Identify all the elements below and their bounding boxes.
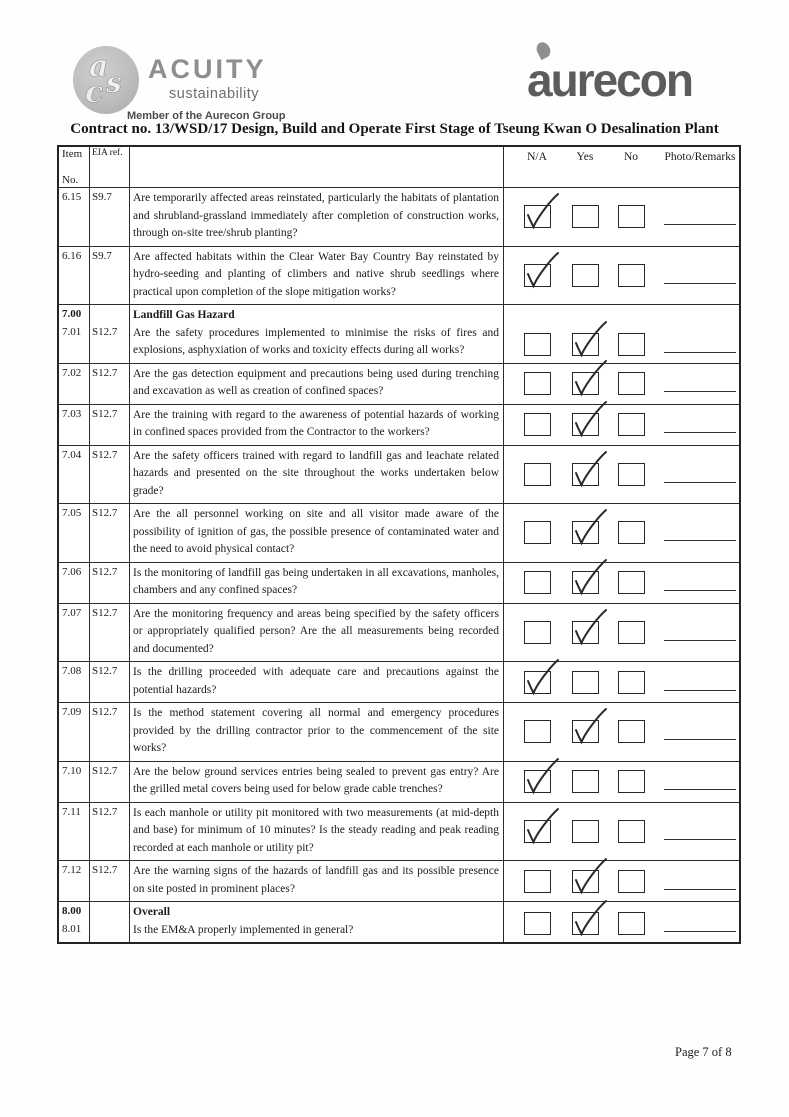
question-text: Are the safety officers trained with regard to landfill gas and leachate related hazards and presented on the site throughout the works undertaken below grade? — [133, 449, 499, 497]
no-checkbox[interactable] — [618, 770, 645, 793]
checks-cell — [504, 247, 739, 305]
yes-checkbox[interactable] — [572, 463, 599, 486]
item-number: 7.02 — [62, 366, 82, 379]
no-checkbox[interactable] — [618, 413, 645, 436]
remarks-line[interactable] — [664, 839, 736, 840]
eia-ref-value: S12.7 — [92, 805, 118, 818]
checkmark-icon — [519, 192, 565, 234]
no-checkbox[interactable] — [618, 521, 645, 544]
checks-cell — [504, 662, 739, 702]
table-row — [59, 188, 739, 247]
question-cell — [130, 364, 504, 404]
question-text: Is each manhole or utility pit monitored with two measurements (at mid-depth and base) for minimum of 10 minutes? Is the steady reading and peak reading recorded at each manhole or utility pit? — [133, 806, 499, 854]
question-cell — [130, 563, 504, 603]
item-number: 7.04 — [62, 448, 82, 461]
checks-cell — [504, 703, 739, 761]
yes-checkbox[interactable] — [572, 621, 599, 644]
question-text: Are the training with regard to the awareness of potential hazards of working in confined spaces provided from the Contractor to the workers? — [133, 408, 499, 438]
yes-checkbox[interactable] — [572, 870, 599, 893]
checkmark-icon — [567, 508, 613, 550]
remarks-line[interactable] — [664, 283, 736, 284]
eia-ref-cell — [90, 188, 130, 246]
question-cell — [130, 861, 504, 901]
table-row — [59, 703, 739, 762]
checkmark-icon — [567, 899, 613, 941]
checks-cell — [504, 861, 739, 901]
table-row — [59, 364, 739, 405]
na-checkbox[interactable] — [524, 571, 551, 594]
checkmark-icon — [567, 608, 613, 650]
checklist-table — [57, 145, 741, 944]
table-row — [59, 604, 739, 663]
no-checkbox[interactable] — [618, 720, 645, 743]
eia-ref-cell — [90, 563, 130, 603]
table-row — [59, 762, 739, 803]
item-no-cell — [59, 504, 90, 562]
svg-text:c: c — [85, 75, 104, 110]
checkmark-icon — [567, 359, 613, 401]
checks-cell — [504, 803, 739, 861]
svg-text:a: a — [89, 49, 109, 84]
na-checkbox[interactable] — [524, 671, 551, 694]
item-no-cell — [59, 662, 90, 702]
acuity-member-line: Member of the Aurecon Group — [127, 110, 286, 122]
checkmark-icon — [567, 320, 613, 362]
question-text: Are the warning signs of the hazards of landfill gas and its possible presence on site posted in prominent places? — [133, 865, 499, 895]
yes-checkbox[interactable] — [572, 720, 599, 743]
eia-ref-cell — [90, 305, 130, 363]
item-no-cell — [59, 305, 90, 363]
item-no-cell — [59, 604, 90, 662]
checkmark-icon — [519, 251, 565, 293]
eia-ref-cell — [90, 504, 130, 562]
na-checkbox[interactable] — [524, 372, 551, 395]
question-text: Are affected habitats within the Clear Water Bay Country Bay reinstated by hydro-seeding and planting of climbers and native shrub seedlings where practical upon completion of the slope mitigation works? — [133, 250, 499, 298]
na-checkbox[interactable] — [524, 264, 551, 287]
acuity-name: ACUITY — [148, 54, 267, 84]
checks-cell — [504, 446, 739, 504]
na-checkbox[interactable] — [524, 521, 551, 544]
eia-ref-cell — [90, 247, 130, 305]
no-checkbox[interactable] — [618, 205, 645, 228]
question-text: Are the safety procedures implemented to minimise the risks of fires and explosions, asphyxiation of works and toxicity effects during all works? — [133, 326, 499, 356]
checkmark-icon — [519, 757, 565, 799]
question-cell — [130, 604, 504, 662]
eia-ref-cell — [90, 902, 130, 942]
yes-checkbox[interactable] — [572, 671, 599, 694]
eia-ref-cell — [90, 604, 130, 662]
item-number: 7.09 — [62, 706, 82, 718]
item-no-cell — [59, 188, 90, 246]
item-number: 7.06 — [62, 565, 82, 578]
item-no-cell — [59, 703, 90, 761]
yes-checkbox[interactable] — [572, 521, 599, 544]
checkmark-icon — [567, 707, 613, 749]
item-no-cell — [59, 861, 90, 901]
acuity-monogram-icon — [73, 46, 139, 114]
remarks-line[interactable] — [664, 352, 736, 353]
item-number: 7.12 — [62, 864, 82, 876]
header-checks-columns — [504, 147, 739, 187]
table-row — [59, 563, 739, 604]
remarks-line[interactable] — [664, 540, 736, 541]
question-cell — [130, 446, 504, 504]
yes-checkbox[interactable] — [572, 571, 599, 594]
item-no-cell — [59, 762, 90, 802]
item-no-cell — [59, 364, 90, 404]
question-text: Are temporarily affected areas reinstated, particularly the habitats of plantation and shrubland-grassland immediately after completion of construction works, through on-site tree/shrub planting? — [133, 192, 499, 239]
table-row — [59, 902, 739, 942]
item-no-cell — [59, 247, 90, 305]
eia-ref-cell — [90, 861, 130, 901]
yes-checkbox[interactable] — [572, 770, 599, 793]
no-checkbox[interactable] — [618, 333, 645, 356]
no-checkbox[interactable] — [618, 912, 645, 935]
table-row — [59, 305, 739, 364]
question-text: Are the gas detection equipment and precautions being used during trenching and excavation as well as creation of confined spaces? — [133, 367, 499, 397]
checkmark-icon — [567, 857, 613, 899]
checks-cell — [504, 504, 739, 562]
question-text: Is the EM&A properly implemented in general? — [133, 923, 354, 936]
item-number: 7.07 — [62, 606, 82, 619]
item-number: 8.00 — [62, 905, 82, 917]
eia-ref-cell — [90, 762, 130, 802]
eia-ref-value: S12.7 — [92, 507, 118, 519]
eia-ref-cell — [90, 364, 130, 404]
question-text: Is the drilling proceeded with adequate care and precautions against the potential hazards? — [133, 666, 499, 696]
item-number: 7.10 — [62, 764, 82, 777]
na-checkbox[interactable] — [524, 870, 551, 893]
section-title: Overall — [133, 906, 171, 918]
remarks-line[interactable] — [664, 690, 736, 691]
checkmark-icon — [519, 807, 565, 849]
no-checkbox[interactable] — [618, 463, 645, 486]
acuity-logo — [70, 44, 450, 124]
item-no-cell — [59, 405, 90, 445]
remarks-line[interactable] — [664, 889, 736, 890]
item-number: 7.00 — [62, 308, 82, 320]
eia-ref-value: S12.7 — [92, 325, 118, 338]
checkmark-icon — [519, 658, 565, 700]
question-cell — [130, 188, 504, 246]
eia-ref-value: S9.7 — [92, 191, 112, 203]
item-no-cell — [59, 902, 90, 942]
header-item-label: Item — [62, 148, 83, 160]
eia-ref-value: S12.7 — [92, 665, 118, 677]
remarks-line[interactable] — [664, 739, 736, 740]
remarks-line[interactable] — [664, 590, 736, 591]
header-eia-ref — [90, 147, 130, 187]
no-checkbox[interactable] — [618, 372, 645, 395]
item-no-cell — [59, 446, 90, 504]
eia-ref-cell — [90, 803, 130, 861]
item-number: 6.16 — [62, 249, 82, 262]
item-number: 7.05 — [62, 507, 82, 519]
item-number: 7.11 — [62, 805, 81, 818]
question-cell — [130, 902, 504, 942]
eia-ref-value: S12.7 — [92, 606, 118, 619]
sub-item-number: 8.01 — [62, 922, 82, 935]
checks-cell — [504, 563, 739, 603]
remarks-line[interactable] — [664, 789, 736, 790]
eia-ref-value: S12.7 — [92, 764, 118, 777]
na-checkbox[interactable] — [524, 770, 551, 793]
eia-ref-value: S12.7 — [92, 864, 118, 876]
header-na-label: N/A — [527, 151, 547, 163]
eia-ref-value: S12.7 — [92, 407, 118, 420]
yes-checkbox[interactable] — [572, 820, 599, 843]
na-checkbox[interactable] — [524, 820, 551, 843]
table-row — [59, 446, 739, 505]
yes-checkbox[interactable] — [572, 333, 599, 356]
question-cell — [130, 247, 504, 305]
na-checkbox[interactable] — [524, 413, 551, 436]
remarks-line[interactable] — [664, 391, 736, 392]
sub-item-number: 7.01 — [62, 325, 82, 338]
na-checkbox[interactable] — [524, 333, 551, 356]
table-row — [59, 504, 739, 563]
eia-ref-cell — [90, 405, 130, 445]
na-checkbox[interactable] — [524, 912, 551, 935]
item-no-cell — [59, 563, 90, 603]
item-number: 7.08 — [62, 665, 82, 677]
no-checkbox[interactable] — [618, 671, 645, 694]
acuity-tagline: sustainability — [169, 86, 260, 102]
aurecon-logo — [527, 40, 742, 110]
header-no-label: No. — [62, 174, 79, 186]
eia-ref-value: S12.7 — [92, 448, 118, 461]
header-item-no — [59, 147, 90, 187]
na-checkbox[interactable] — [524, 720, 551, 743]
item-number: 6.15 — [62, 191, 82, 203]
question-cell — [130, 703, 504, 761]
question-cell — [130, 504, 504, 562]
page-number: Page 7 of 8 — [675, 1045, 732, 1059]
checks-cell — [504, 188, 739, 246]
eia-ref-cell — [90, 703, 130, 761]
checkmark-icon — [567, 558, 613, 600]
checks-cell — [504, 762, 739, 802]
yes-checkbox[interactable] — [572, 264, 599, 287]
eia-ref-value: S9.7 — [92, 249, 112, 262]
item-number: 7.03 — [62, 407, 82, 420]
header-no-label2: No — [623, 151, 639, 163]
na-checkbox[interactable] — [524, 621, 551, 644]
eia-ref-value — [92, 903, 127, 921]
no-checkbox[interactable] — [618, 264, 645, 287]
question-cell — [130, 405, 504, 445]
question-cell — [130, 662, 504, 702]
eia-ref-value: S12.7 — [92, 706, 118, 718]
question-cell — [130, 803, 504, 861]
yes-checkbox[interactable] — [572, 205, 599, 228]
na-checkbox[interactable] — [524, 205, 551, 228]
eia-ref-value: S12.7 — [92, 366, 118, 379]
yes-checkbox[interactable] — [572, 912, 599, 935]
header-question-column — [130, 147, 504, 187]
question-text: Are the all personnel working on site and all visitor made aware of the possibility of ignition of gas, the possible presence of contaminated water and the need to avoid physical contact? — [133, 508, 499, 555]
eia-ref-value: S12.7 — [92, 565, 118, 578]
table-row — [59, 662, 739, 703]
checklist-rows — [59, 188, 739, 942]
yes-checkbox[interactable] — [572, 413, 599, 436]
eia-ref-cell — [90, 662, 130, 702]
question-text: Are the below ground services entries being sealed to prevent gas entry? Are the grilled metal covers being used for below grade cable trenches? — [133, 765, 499, 795]
na-checkbox[interactable] — [524, 463, 551, 486]
question-cell — [130, 305, 504, 363]
no-checkbox[interactable] — [618, 820, 645, 843]
item-no-cell — [59, 803, 90, 861]
remarks-line[interactable] — [664, 432, 736, 433]
checks-cell — [504, 405, 739, 445]
table-row — [59, 861, 739, 902]
aurecon-wordmark: aurecon — [527, 54, 692, 106]
header-eia-label: EIA ref. — [92, 148, 123, 158]
remarks-line[interactable] — [664, 482, 736, 483]
remarks-line[interactable] — [664, 640, 736, 641]
question-text: Are the monitoring frequency and areas being specified by the safety officers or appropriately qualified person? Are the all measurements being recorded and documented? — [133, 607, 499, 655]
no-checkbox[interactable] — [618, 571, 645, 594]
no-checkbox[interactable] — [618, 870, 645, 893]
svg-text:s: s — [106, 66, 122, 99]
checks-cell — [504, 604, 739, 662]
question-text: Is the method statement covering all normal and emergency procedures provided by the drilling contractor prior to the commencement of the site works? — [133, 707, 499, 754]
yes-checkbox[interactable] — [572, 372, 599, 395]
header-yes-label: Yes — [576, 151, 594, 163]
checkmark-icon — [567, 450, 613, 492]
remarks-line[interactable] — [664, 224, 736, 225]
table-row — [59, 803, 739, 862]
checks-cell — [504, 305, 739, 363]
no-checkbox[interactable] — [618, 621, 645, 644]
section-title: Landfill Gas Hazard — [133, 309, 235, 321]
question-text: Is the monitoring of landfill gas being undertaken in all excavations, manholes, chambers and any confined spaces? — [133, 566, 499, 596]
table-row — [59, 247, 739, 306]
document-title: Contract no. 13/WSD/17 Design, Build and Operate First Stage of Tseung Kwan O Desalination Plant — [70, 121, 719, 137]
question-cell — [130, 762, 504, 802]
header-photo-remarks-label: Photo/Remarks — [664, 151, 736, 163]
eia-ref-cell — [90, 446, 130, 504]
table-header-row — [59, 147, 739, 188]
checks-cell — [504, 364, 739, 404]
table-row — [59, 405, 739, 446]
remarks-line[interactable] — [664, 931, 736, 932]
checkmark-icon — [567, 400, 613, 442]
checks-cell — [504, 902, 739, 942]
